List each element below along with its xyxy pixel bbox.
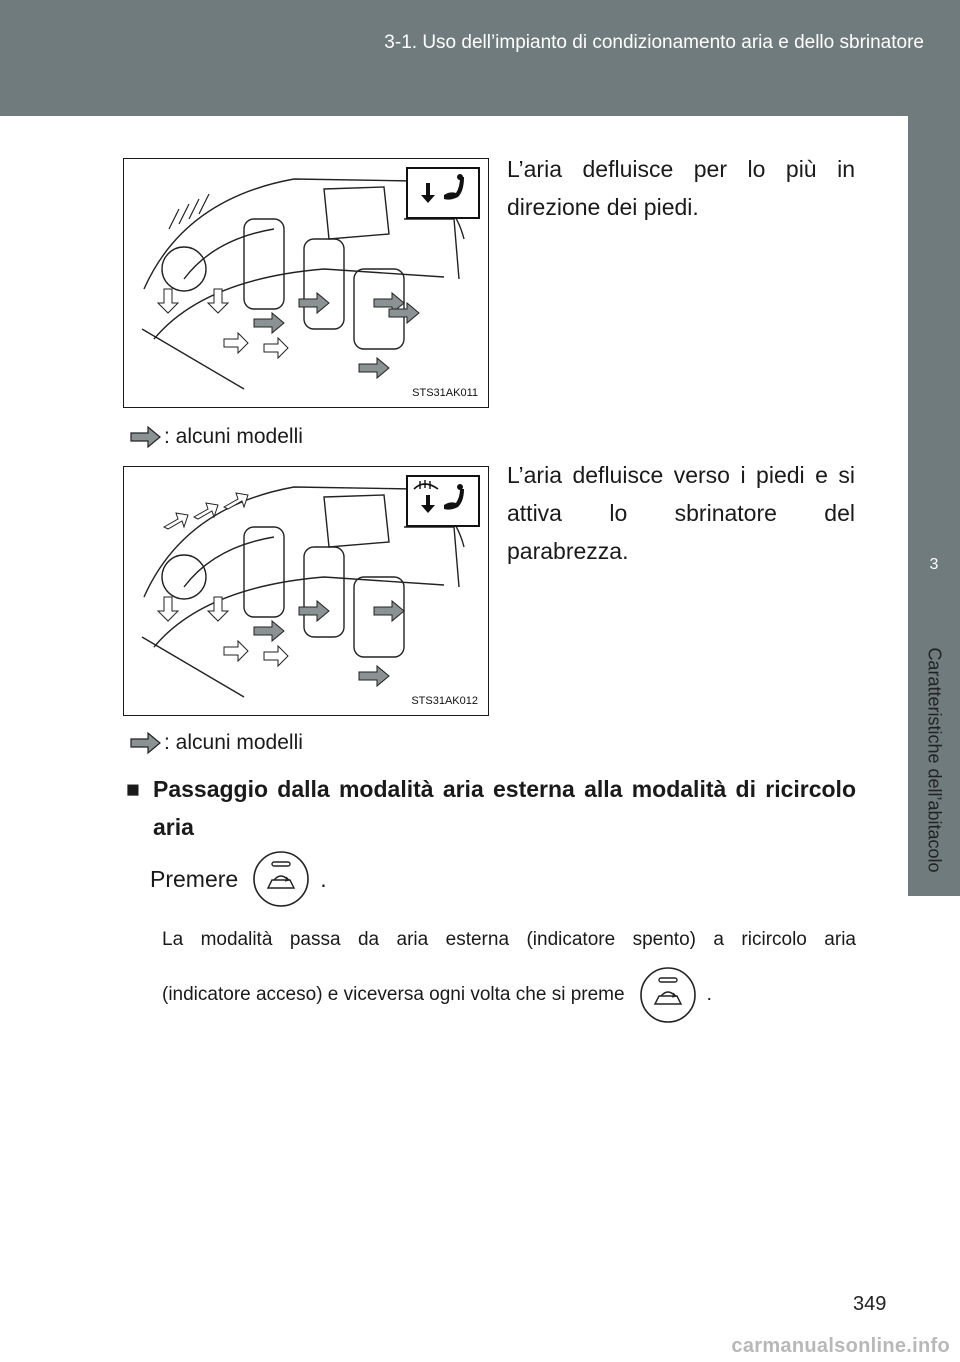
chapter-label: Caratteristiche dell’abitacolo	[924, 647, 945, 873]
figure-code: STS31AK012	[411, 695, 478, 707]
note-text: : alcuni modelli	[164, 731, 303, 754]
chapter-number: 3	[929, 556, 939, 573]
watermark: carmanualsonline.info	[731, 1335, 950, 1357]
description-line-2	[162, 966, 712, 1024]
recirculation-button-icon	[252, 850, 310, 908]
side-tab-strip	[908, 116, 960, 520]
heading-text: Passaggio dalla modalità aria esterna alla modalità di ricircolo aria	[153, 776, 856, 840]
figure-code: STS31AK011	[412, 387, 478, 399]
feet-airflow-icon	[406, 167, 480, 219]
figure-feet-defroster-airflow	[123, 466, 489, 716]
feet-defroster-airflow-icon	[406, 475, 480, 527]
paragraph-feet-defroster: L’aria defluisce verso i piedi e si attiva lo sbrinatore del parabrezza.	[507, 462, 855, 564]
note-text: : alcuni modelli	[164, 425, 303, 448]
press-instruction	[150, 850, 327, 908]
section-title: 3-1. Uso dell’impianto di condizionamento aria e dello sbrinatore	[384, 32, 924, 53]
bullet-square: ■	[126, 776, 140, 802]
description-line-1: La modalità passa da aria esterna (indicatore spento) a ricircolo aria	[162, 929, 856, 950]
description-text: (indicatore acceso) e viceversa ogni volta che si preme	[162, 984, 625, 1005]
paragraph-feet: L’aria defluisce per lo più in direzione dei piedi.	[507, 156, 855, 220]
figure-feet-airflow	[123, 158, 489, 408]
gray-arrow-icon	[130, 731, 162, 755]
press-period: .	[320, 865, 327, 892]
gray-arrow-icon	[130, 425, 162, 449]
note-some-models	[130, 728, 303, 758]
press-text: Premere	[150, 865, 239, 892]
page-header	[0, 0, 960, 116]
description-period: .	[706, 984, 712, 1005]
note-some-models	[130, 422, 303, 452]
page-number: 349	[853, 1293, 887, 1315]
recirculation-button-icon	[639, 966, 697, 1024]
